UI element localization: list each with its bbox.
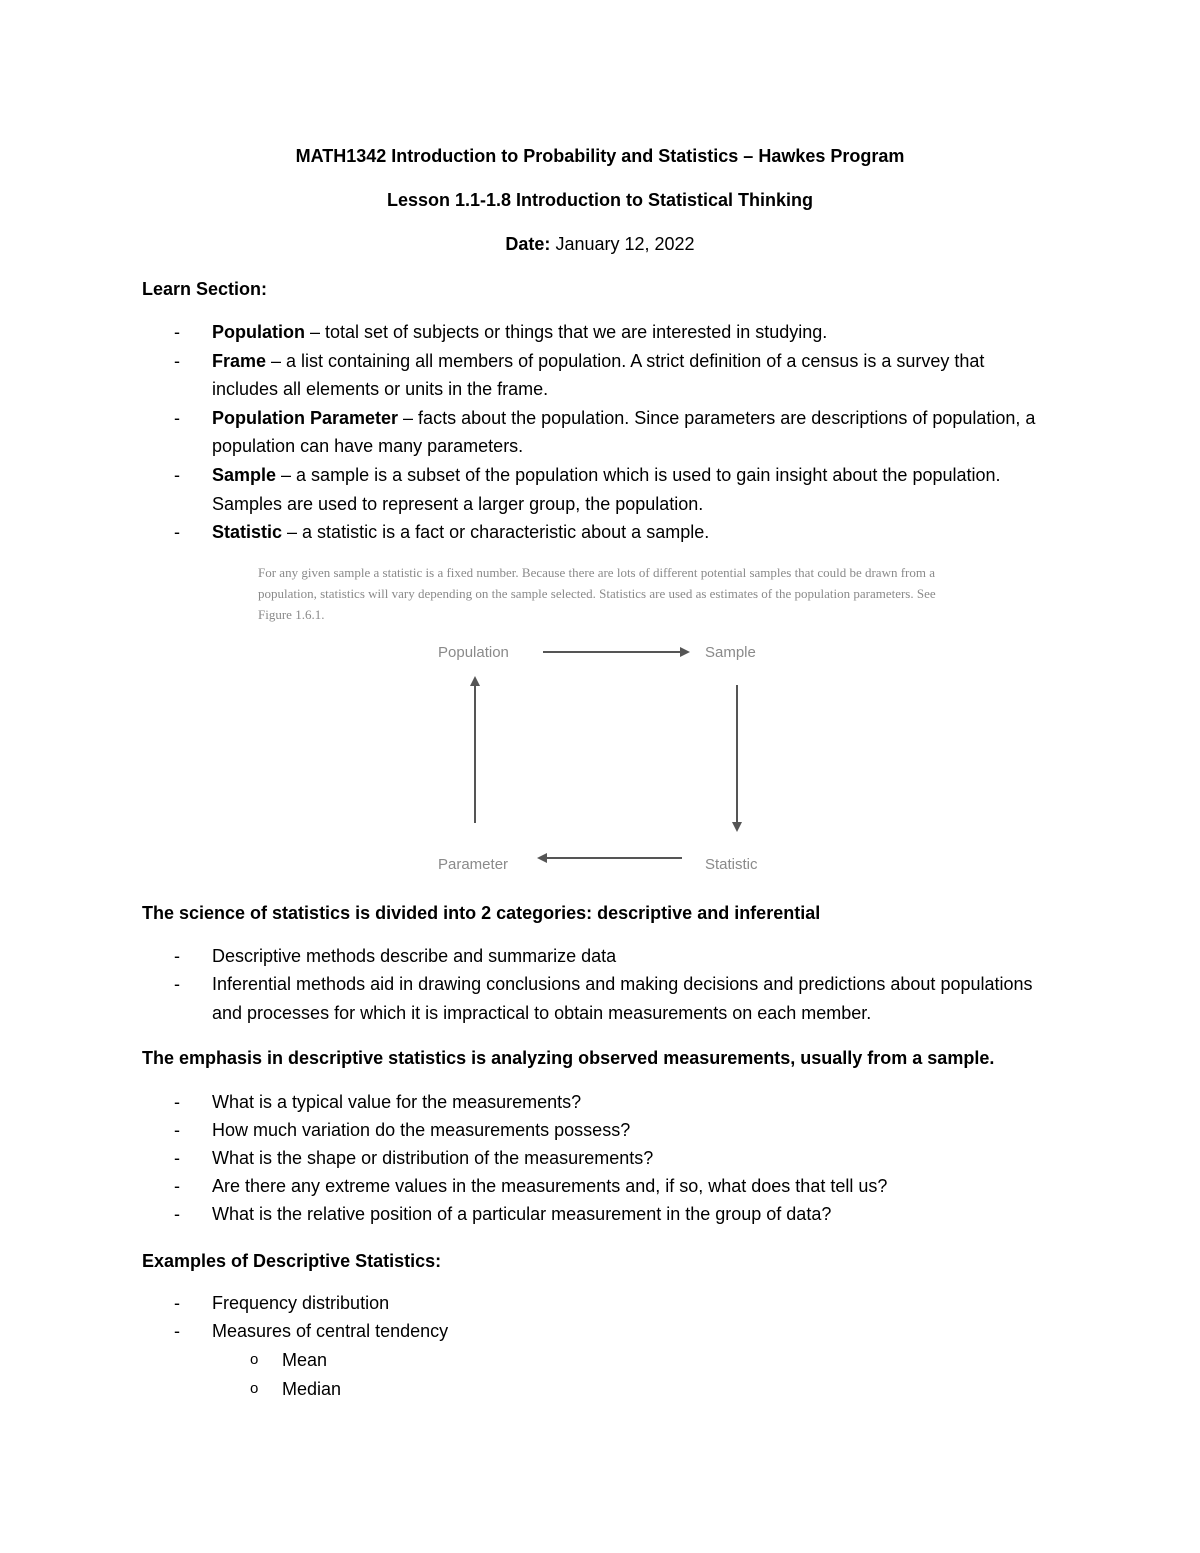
term: Statistic (212, 522, 283, 542)
date-value: January 12, 2022 (555, 234, 695, 254)
dash-bullet: - (174, 465, 180, 485)
sub-list-item (250, 1346, 327, 1375)
list-item (174, 970, 1054, 1027)
categories-heading: The science of statistics is divided into 2 categories: descriptive and inferential (142, 903, 821, 923)
dash-bullet: - (174, 407, 180, 428)
definition: – a list containing all members of population. A strict definition of a census is a survey that includes all elements or units in the frame. (212, 350, 985, 399)
list-item (174, 1088, 1054, 1117)
statistic-node: Statistic (705, 856, 758, 873)
dash-bullet: - (174, 1120, 180, 1140)
item-text: Median (282, 1379, 342, 1399)
population-node: Population (438, 644, 509, 661)
list-item (174, 1172, 1054, 1201)
dash-bullet: - (174, 1204, 180, 1224)
item-text: Descriptive methods describe and summarize data (212, 946, 617, 966)
item-text: How much variation do the measurements possess? (212, 1120, 631, 1140)
dash-bullet: - (174, 946, 180, 966)
sample-node: Sample (705, 644, 756, 661)
dash-bullet: - (174, 974, 180, 994)
list-item (174, 1144, 1054, 1173)
definition: – a sample is a subset of the population which is used to gain insight about the population. Samples are used to represent a larger group, the population. (212, 465, 1001, 514)
item-text: What is the relative position of a particular measurement in the group of data? (212, 1204, 832, 1224)
term: Sample (212, 465, 277, 485)
learn-section-heading: Learn Section: (142, 279, 268, 299)
item-text: Frequency distribution (212, 1293, 390, 1313)
circle-bullet: o (250, 1351, 259, 1368)
term: Population (212, 322, 305, 342)
dash-bullet: - (174, 322, 180, 342)
dash-bullet: - (174, 1148, 180, 1168)
item-text: Inferential methods aid in drawing conclusions and making decisions and predictions about populations and processes for which it is impractical to obtain measurements on each member. (212, 974, 1033, 1023)
figure-caption: For any given sample a statistic is a fixed number. Because there are lots of different potential samples that could be drawn from a population, statistics will vary depending on the sample selected. Statistics are used as estimates of the population parameters. See Figure 1.6.1. (258, 565, 936, 622)
sub-list-item (250, 1375, 341, 1404)
dash-bullet: - (174, 1321, 180, 1341)
list-item (174, 1116, 1054, 1145)
dash-bullet: - (174, 1092, 180, 1112)
dash-bullet: - (174, 350, 180, 371)
item-text: What is the shape or distribution of the measurements? (212, 1148, 654, 1168)
item-text: Mean (282, 1350, 328, 1370)
lesson-title: Lesson 1.1-1.8 Introduction to Statistical Thinking (386, 190, 814, 210)
dash-bullet: - (174, 1176, 180, 1196)
examples-heading: Examples of Descriptive Statistics: (142, 1251, 442, 1271)
item-text: What is a typical value for the measurements? (212, 1092, 582, 1112)
dash-bullet: - (174, 522, 180, 542)
list-item (174, 1317, 1054, 1346)
circle-bullet: o (250, 1380, 259, 1397)
term: Population Parameter (212, 407, 399, 428)
item-text: Measures of central tendency (212, 1321, 449, 1341)
definition: – a statistic is a fact or characteristic about a sample. (282, 522, 710, 542)
emphasis-heading: The emphasis in descriptive statistics is analyzing observed measurements, usually from a sample. (142, 1048, 995, 1068)
list-item (174, 1289, 1054, 1318)
definition: – total set of subjects or things that we are interested in studying. (305, 322, 828, 342)
course-title: MATH1342 Introduction to Probability and Statistics – Hawkes Program (295, 146, 905, 166)
item-text: Are there any extreme values in the measurements and, if so, what does that tell us? (212, 1176, 888, 1196)
dash-bullet: - (174, 1293, 180, 1313)
list-item (174, 1200, 1054, 1229)
definition: – facts about the population. Since parameters are descriptions of population, a population can have many parameters. (212, 407, 1036, 456)
list-item (174, 942, 1054, 971)
term: Frame (212, 350, 267, 371)
date-label: Date: (505, 234, 551, 254)
parameter-node: Parameter (438, 856, 509, 873)
